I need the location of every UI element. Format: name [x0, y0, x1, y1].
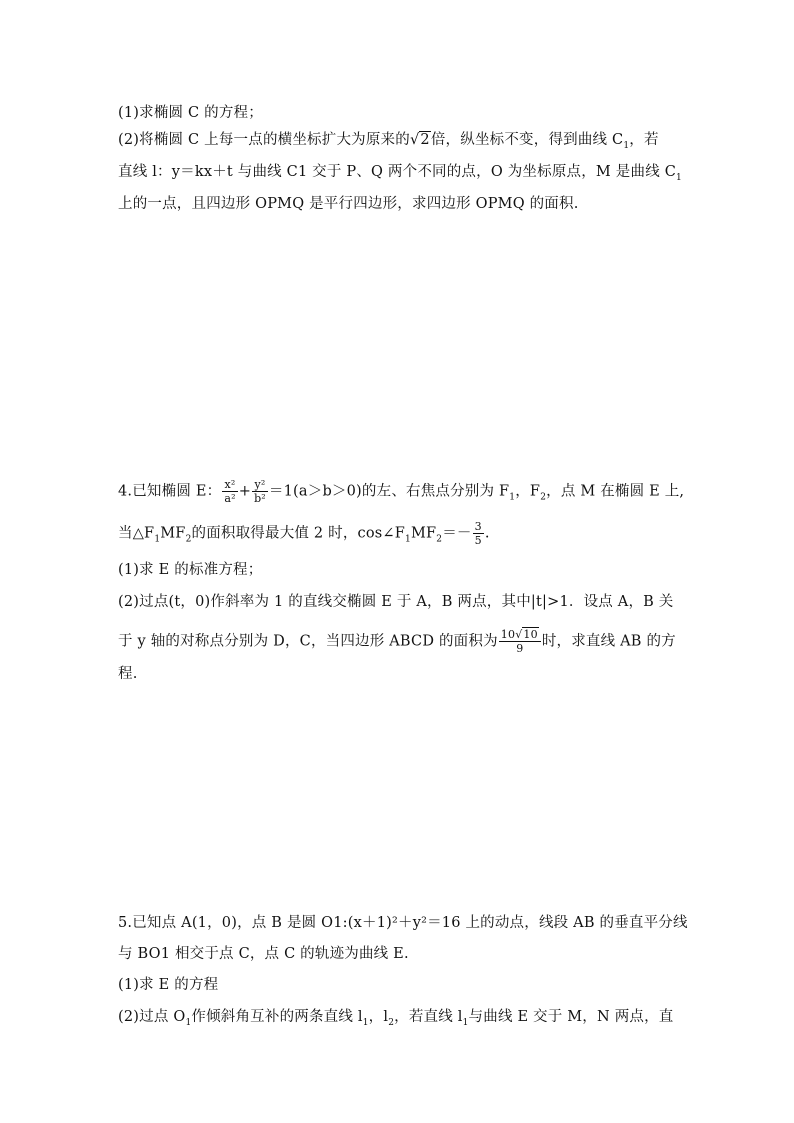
q5-line2-text: 与 BO1 相交于点 C，点 C 的轨迹为曲线 E. — [118, 946, 409, 962]
q4-part1-text: (1)求 E 的标准方程； — [118, 562, 263, 578]
sqrt-radicand: 2 — [420, 132, 430, 148]
fraction-y — [252, 478, 268, 505]
q5-line1-text: 5.已知点 A(1，0)，点 B 是圆 O1:(x＋1)²＋y²＝16 上的动点，线段 AB 的垂直平分线 — [118, 915, 688, 931]
q3-part2-line3-text: 上的一点，且四边形 OPMQ 是平行四边形，求四边形 OPMQ 的面积. — [118, 196, 579, 212]
period: . — [484, 525, 490, 542]
sqrt-radicand: 10 — [523, 628, 538, 641]
subscript: 1 — [676, 172, 682, 183]
q4-part2-line3 — [118, 664, 138, 684]
q5-line2 — [118, 944, 409, 964]
q4-line2-text-e: ＝－ — [442, 525, 472, 542]
q4-line1-text-b: ＝1(a＞b＞0)的左、右焦点分别为 F — [268, 483, 510, 500]
q3-part2-line3 — [118, 194, 579, 214]
subscript: 1 — [405, 534, 411, 545]
q4-part2-line2 — [118, 628, 676, 655]
q3-part2-line2-text: 直线 l：y＝kx＋t 与曲线 C1 交于 P、Q 两个不同的点，O 为坐标原点，M 是曲线 C — [118, 164, 676, 180]
q5-line1 — [118, 913, 688, 933]
q4-line1-text-d: ，点 M 在椭圆 E 上, — [546, 483, 685, 500]
fraction-numerator: y² — [252, 478, 268, 492]
subscript: 1 — [185, 1017, 192, 1028]
q5-part2-text-e: 与曲线 E 交于 M，N 两点，直 — [468, 1009, 674, 1025]
q5-part1-text: (1)求 E 的方程 — [118, 977, 219, 993]
fraction-x — [222, 478, 237, 505]
subscript: 1 — [154, 534, 161, 545]
fraction-area — [499, 628, 541, 655]
q5-part2-text-a: (2)过点 O — [118, 1009, 186, 1025]
q4-part1 — [118, 560, 262, 580]
q3-part2-text-a: (2)将椭圆 C 上每一点的横坐标扩大为原来的 — [118, 132, 410, 148]
q4-part2-line1 — [118, 592, 674, 612]
fraction-numerator: 3 — [474, 520, 482, 533]
q3-part2-text-c: ，若 — [629, 132, 659, 148]
q4-part2-line2-text-b: 时，求直线 AB 的方 — [541, 633, 676, 650]
q4-line2-text-a: 当△F — [118, 525, 155, 542]
q3-part2-line2 — [118, 162, 682, 188]
subscript: 1 — [509, 492, 516, 503]
subscript: 2 — [185, 534, 192, 545]
q4-line1-text-c: ，F — [515, 483, 541, 500]
plus-sign: + — [238, 483, 252, 500]
q3-part1-text: (1)求椭圆 C 的方程； — [118, 105, 263, 121]
area-coefficient: 10 — [500, 628, 516, 641]
q5-part2 — [118, 1007, 674, 1033]
subscript: 1 — [623, 140, 630, 151]
subscript: 2 — [388, 1017, 395, 1028]
q5-part1 — [118, 975, 218, 995]
fraction-denominator: 5 — [474, 534, 482, 547]
fraction-denominator: b² — [254, 492, 266, 505]
subscript: 1 — [462, 1017, 469, 1028]
fraction-denominator: 9 — [516, 642, 524, 655]
fraction-numerator: x² — [222, 478, 237, 492]
q4-part2-line2-text-a: 于 y 轴的对称点分别为 D，C，当四边形 ABCD 的面积为 — [118, 633, 498, 650]
q4-line2-text-c: 的面积取得最大值 2 时，cos∠F — [191, 525, 406, 542]
subscript: 2 — [540, 492, 547, 503]
sqrt-symbol: √2 — [409, 132, 430, 148]
q4-part2-line3-text: 程. — [118, 666, 138, 682]
sqrt-symbol: √10 — [515, 628, 538, 641]
fraction-numerator — [499, 628, 541, 642]
q5-part2-text-b: 作倾斜角互补的两条直线 l — [191, 1009, 363, 1025]
q4-line2-text-b: MF — [160, 525, 186, 542]
q4-part2-line1-text: (2)过点(t，0)作斜率为 1 的直线交椭圆 E 于 A，B 两点，其中|t|>1．设点 A，B 关 — [118, 594, 674, 610]
q4-line2 — [118, 520, 490, 549]
q5-part2-text-d: ，若直线 l — [394, 1009, 463, 1025]
subscript: 2 — [436, 534, 443, 545]
q3-part2-text-b: 倍，纵坐标不变，得到曲线 C — [430, 132, 624, 148]
q5-part2-text-c: ，l — [368, 1009, 389, 1025]
subscript: 1 — [362, 1017, 369, 1028]
fraction-cos — [473, 520, 484, 547]
q3-part1 — [118, 103, 263, 123]
q4-intro: 4.已知椭圆 E： — [118, 483, 222, 500]
fraction-denominator: a² — [224, 492, 236, 505]
q3-part2-line1 — [118, 130, 659, 156]
q4-line2-text-d: MF — [410, 525, 437, 542]
q4-line1 — [118, 478, 684, 507]
